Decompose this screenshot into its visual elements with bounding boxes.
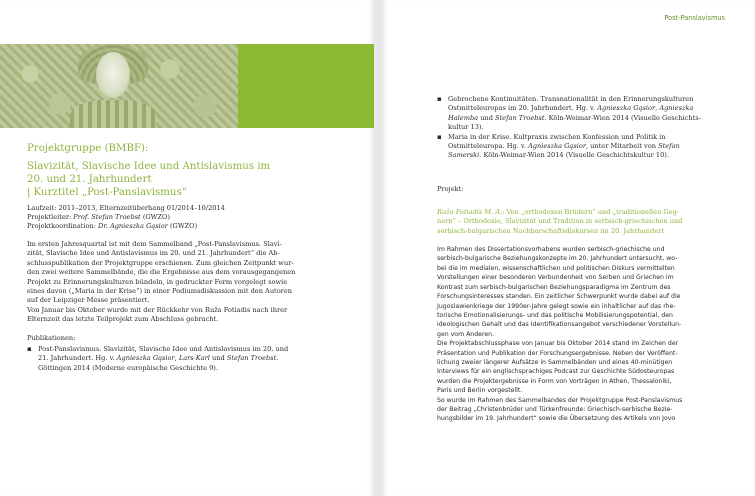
title-line: 20. und 21. Jahrhundert: [27, 174, 152, 185]
koord-inst: (GWZO): [167, 222, 198, 230]
subproject-title: Ruža Fotiadis M. A.: Von „orthodoxen Brüdern“ und „traditionellen Geg- nern“ – Orthodoxie, Slavizität und Tradition in serbisch-griechischen und serbisch-bulgarischen Nachbarschaftsdiskursen im 20. Jahrhundert: [437, 207, 683, 235]
leiter-name: Prof. Stefan Troebst: [73, 213, 141, 221]
text-line: Die Projektabschlussphase von Januar bis Oktober 2014 stand im Zeichen der: [437, 340, 679, 348]
text-line: So wurde im Rahmen des Sammelbandes der Projektgruppe Post-Panslavismus: [437, 396, 683, 404]
left-page: [0, 0, 374, 496]
text-line: auf der Leipziger Messe präsentiert.: [27, 296, 150, 305]
leiter-inst: (GWZO): [140, 213, 170, 221]
publication-list: [27, 345, 349, 373]
right-content: [437, 93, 733, 424]
text-line: Im Rahmen des Dissertationsvorhabens wurden serbisch-griechische und: [437, 246, 665, 254]
projekt-label: Projekt:: [437, 184, 464, 193]
projektleiter: [27, 213, 349, 222]
text-line: Kontrast zum serbisch-bulgarischen Beziehungsparadigma im Zentrum des: [437, 283, 671, 291]
header-band: [0, 44, 374, 128]
text-line: Von Januar bis Oktober wurde mit der Rückkehr von Ruža Fotiadis nach ihrer: [27, 305, 288, 314]
text-line: torische Emotionalisierungs- und das politische Mobilisierungspotential, den: [437, 311, 673, 319]
text-line: eines davon („Maria in der Krise“) in einer Podiumsdiskussion mit den Autoren: [27, 287, 292, 296]
publication-item: ▪ Maria in der Krise. Kultpraxis zwischen Konfession und Politik in Ostmitteleuropa. Hg. v. Agnieszka Gąsior, unter Mitarbeit von Stefan Samerski. Köln-Weimar-Wien 2014 (Visuelle Geschichtskultur 10).: [437, 133, 733, 161]
intro-paragraph: [27, 240, 349, 325]
text-line: zität, Slavische Idee und Antislavismus im 20. und 21. Jahrhundert“ die Ab-: [27, 249, 280, 258]
project-title: [27, 160, 349, 199]
left-content: [27, 142, 349, 373]
project-meta: [27, 204, 349, 231]
publikationen-label: Publikationen:: [27, 333, 76, 342]
koord-label: Projektkoordination:: [27, 222, 99, 230]
text-line: Im ersten Jahresquartal ist mit dem Sammelband „Post-Panslavismus. Slavi-: [27, 240, 282, 248]
art-nouveau-portrait-image: [0, 44, 238, 128]
group-title: Projektgruppe (BMBF):: [27, 143, 149, 154]
running-head: Post-Panslavismus: [664, 14, 725, 22]
text-line: lichung zweier längerer Aufsätze in Sammelbänden und eines 40-minütigen: [437, 358, 673, 366]
text-line: Interviews für ein englischsprachiges Podcast zur Geschichte Südosteuropas: [437, 368, 675, 376]
text-line: ideologischen Gehalt und das Identifikationsangebot verschiedener Vorstellun-: [437, 321, 682, 329]
subproject-author: Ruža Fotiadis M. A.: [437, 207, 503, 216]
title-line: Slavizität, Slavische Idee und Antislavismus im: [27, 161, 271, 172]
laufzeit: Laufzeit: 2011–2013, Elternzeitüberhang 01/2014–10/2014: [27, 204, 225, 212]
text-line: schlusspublikation der Projektgruppe erschienen. Zum gleichen Zeitpunkt wur-: [27, 258, 294, 267]
text-line: den zwei weitere Sammelbände, die die Ergebnisse aus dem vorausgegangenen: [27, 268, 296, 277]
title-line: | Kurztitel „Post-Panslavismus“: [27, 187, 187, 198]
right-page: [382, 0, 755, 496]
text-line: Jugoslawienkriege der 1990er-Jahre gelegt sowie ein inhaltlicher auf das rhe-: [437, 302, 676, 310]
text-line: serbisch-bulgarische Beziehungskonzepte im 20. Jahrhundert untersucht, wo-: [437, 255, 678, 263]
koord-name: Dr. Agnieszka Gąsior: [98, 222, 168, 230]
text-line: Vorstellungen einer besonderen Verbundenheit von Serben und Griechen im: [437, 274, 674, 282]
text-line: Projekt zu Erinnerungskulturen bündeln, in gedruckter Form vorgelegt sowie: [27, 277, 288, 286]
text-line: wurden die Projektergebnisse in Form von Vorträgen in Athen, Thessaloniki,: [437, 377, 672, 385]
publication-item: ▪ Gebrochene Kontinuitäten. Transnationalität in den Erinnerungskulturen Ostmitteleuropas im 20. Jahrhundert. Hg. v. Agnieszka Gąsior, Agnieszka Halemba und Stefan Troebst. Köln-Weimar-Wien 2014 (Visuelle Geschichts- kultur 13).: [437, 95, 733, 133]
header-green-block: [238, 44, 374, 128]
text-line: Elternzeit das letzte Teilprojekt zum Abschluss gebracht.: [27, 315, 219, 324]
text-line: Forschungsinteresses standen. Ein zeitlicher Schwerpunkt wurde dabei auf die: [437, 293, 681, 301]
text-line: der Beitrag „Christenbrüder und Türkenfreunde: Griechisch-serbische Bezie-: [437, 405, 673, 413]
text-line: hungsbilder im 19. Jahrhundert“ sowie die Übersetzung des Artikels von Jovo: [437, 415, 676, 423]
text-line: Paris und Berlin vorgestellt.: [437, 387, 523, 395]
publication-list-continued: [437, 95, 733, 161]
publication-item: ▪ Post-Panslavismus. Slavizität, Slavische Idee und Antislavismus im 20. und 21. Jahrhundert. Hg. v. Agnieszka Gąsior, Lars Karl und Stefan Troebst. Göttingen 2014 (Moderne europäische Geschichte 9).: [27, 345, 349, 373]
text-line: gen vom Anderen.: [437, 330, 495, 338]
portrait-face: [96, 52, 130, 98]
portrait-body: [70, 100, 156, 128]
text-line: Präsentation und Publikation der Forschungsergebnisse. Neben der Veröffent-: [437, 349, 678, 357]
subproject-paragraph: [437, 245, 733, 424]
text-line: bei die im medialen, wissenschaftlichen und politischen Diskurs vermittelten: [437, 264, 675, 272]
projektkoordination: [27, 222, 349, 231]
leiter-label: Projektleiter:: [27, 213, 74, 221]
